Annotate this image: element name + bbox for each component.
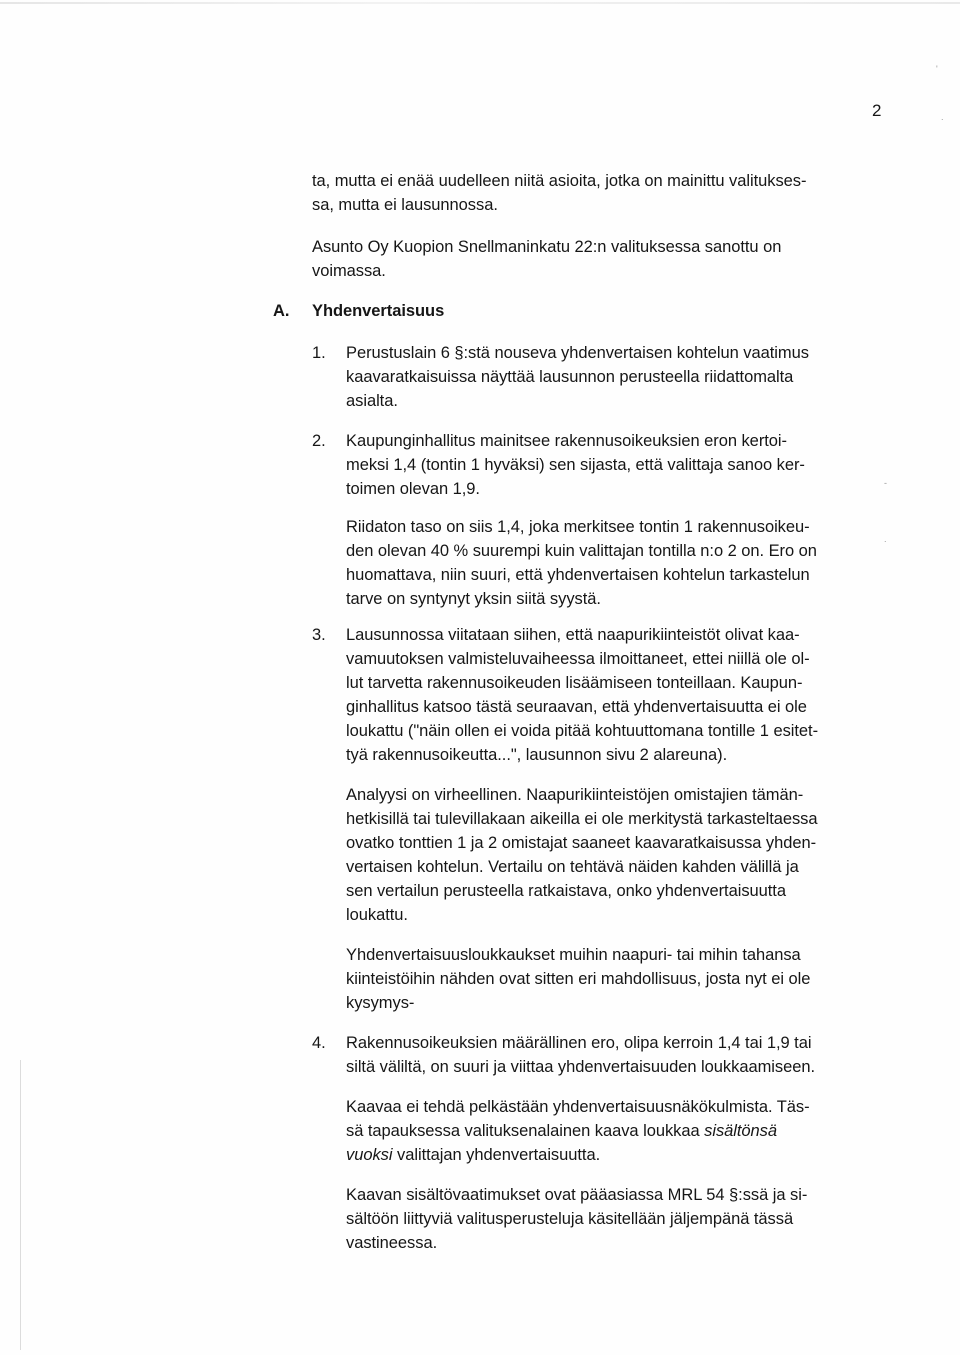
text-run: valittajan yhdenvertaisuutta. <box>392 1146 601 1164</box>
paragraph-line: lut tarvetta rakennusoikeuden lisäämiseen tonteillaan. Kaupun- <box>346 674 803 692</box>
paragraph-line: asialta. <box>346 392 398 410</box>
paragraph-line: Riidaton taso on siis 1,4, joka merkitsee tontin 1 rakennusoikeu- <box>346 518 810 536</box>
item-number: 4. <box>312 1034 326 1052</box>
paragraph-line: kysymys- <box>346 994 415 1012</box>
paragraph-line: meksi 1,4 (tontin 1 hyväksi) sen sijasta, että valittaja sanoo ker- <box>346 456 805 474</box>
paragraph-line: toimen olevan 1,9. <box>346 480 480 498</box>
paragraph-line: Yhdenvertaisuusloukkaukset muihin naapuri- tai mihin tahansa <box>346 946 801 964</box>
paragraph-line: tyä rakennusoikeutta...", lausunnon sivu 2 alareuna). <box>346 746 728 764</box>
paragraph-line <box>346 1119 777 1143</box>
paragraph-line: Asunto Oy Kuopion Snellmaninkatu 22:n valituksessa sanottu on <box>312 238 782 256</box>
text-run: sä tapauksessa valituksenalainen kaava loukkaa <box>346 1122 705 1140</box>
paragraph-line: Kaupunginhallitus mainitsee rakennusoikeuksien eron kertoi- <box>346 432 787 450</box>
paragraph-line: loukattu. <box>346 906 408 924</box>
paragraph-line: sen vertailun perusteella ratkaistava, onko yhdenvertaisuutta <box>346 882 786 900</box>
emphasis-text: vuoksi <box>346 1146 393 1164</box>
paragraph-line: sa, mutta ei lausunnossa. <box>312 196 498 214</box>
scan-speck: - <box>884 478 887 488</box>
paragraph-line: ovatko tonttien 1 ja 2 omistajat saaneet kaavaratkaisussa yhden- <box>346 834 817 852</box>
scan-speck: . <box>884 534 887 544</box>
section-letter: A. <box>273 302 290 320</box>
paragraph-line: Analyysi on virheellinen. Naapurikiinteistöjen omistajien tämän- <box>346 786 804 804</box>
item-number: 3. <box>312 626 326 644</box>
page-number: 2 <box>872 101 882 120</box>
item-number: 1. <box>312 344 326 362</box>
paragraph-line: hetkisillä tai tulevillakaan aikeilla ei ole merkitystä tarkasteltaessa <box>346 810 818 828</box>
paragraph-line: kiinteistöihin nähden ovat sitten eri mahdollisuus, josta nyt ei ole <box>346 970 811 988</box>
paragraph-line: ginhallitus katsoo tästä seuraavan, että yhdenvertaisuutta ei ole <box>346 698 807 716</box>
paragraph-line: vertaisen kohtelun. Vertailu on tehtävä näiden kahden välillä ja <box>346 858 799 876</box>
scan-speck: . <box>941 112 944 122</box>
emphasis-text: sisältönsä <box>704 1122 778 1140</box>
paragraph-line: den olevan 40 % suurempi kuin valittajan tontilla n:o 2 on. Ero on <box>346 542 817 560</box>
paragraph-line: voimassa. <box>312 262 386 280</box>
paragraph-line: Kaavaa ei tehdä pelkästään yhdenvertaisuusnäkökulmista. Täs- <box>346 1098 810 1116</box>
section-title: Yhdenvertaisuus <box>312 302 445 320</box>
scan-left-edge <box>20 1060 21 1350</box>
paragraph-line: vamuutoksen valmisteluvaiheessa ilmoittaneet, ettei niillä ole ol- <box>346 650 810 668</box>
paragraph-line: huomattava, niin suuri, että yhdenvertaisen kohtelun tarkastelun <box>346 566 810 584</box>
paragraph-line: Kaavan sisältövaatimukset ovat pääasiassa MRL 54 §:ssä ja si- <box>346 1186 808 1204</box>
paragraph-line: Rakennusoikeuksien määrällinen ero, olipa kerroin 1,4 tai 1,9 tai <box>346 1034 812 1052</box>
paragraph-line: sältöön liittyviä valitusperusteluja käsitellään jäljempänä tässä <box>346 1210 794 1228</box>
scan-top-edge <box>0 2 960 4</box>
paragraph-line: vastineessa. <box>346 1234 438 1252</box>
paragraph-line: Lausunnossa viitataan siihen, että naapurikiinteistöt olivat kaa- <box>346 626 800 644</box>
paragraph-line: siltä väliltä, on suuri ja viittaa yhdenvertaisuuden loukkaamiseen. <box>346 1058 815 1076</box>
paragraph-line: loukattu ("näin ollen ei voida pitää kohtuuttomana tontille 1 esitet- <box>346 722 819 740</box>
scan-speck: ' <box>936 64 938 74</box>
paragraph-line: Perustuslain 6 §:stä nouseva yhdenvertaisen kohtelun vaatimus <box>346 344 809 362</box>
paragraph-line: kaavaratkaisuissa näyttää lausunnon perusteella riidattomalta <box>346 368 794 386</box>
paragraph-line: tarve on syntynyt yksin siitä syystä. <box>346 590 601 608</box>
paragraph-line <box>346 1143 600 1167</box>
paragraph-line: ta, mutta ei enää uudelleen niitä asioita, jotka on mainittu valitukses- <box>312 172 807 190</box>
item-number: 2. <box>312 432 326 450</box>
